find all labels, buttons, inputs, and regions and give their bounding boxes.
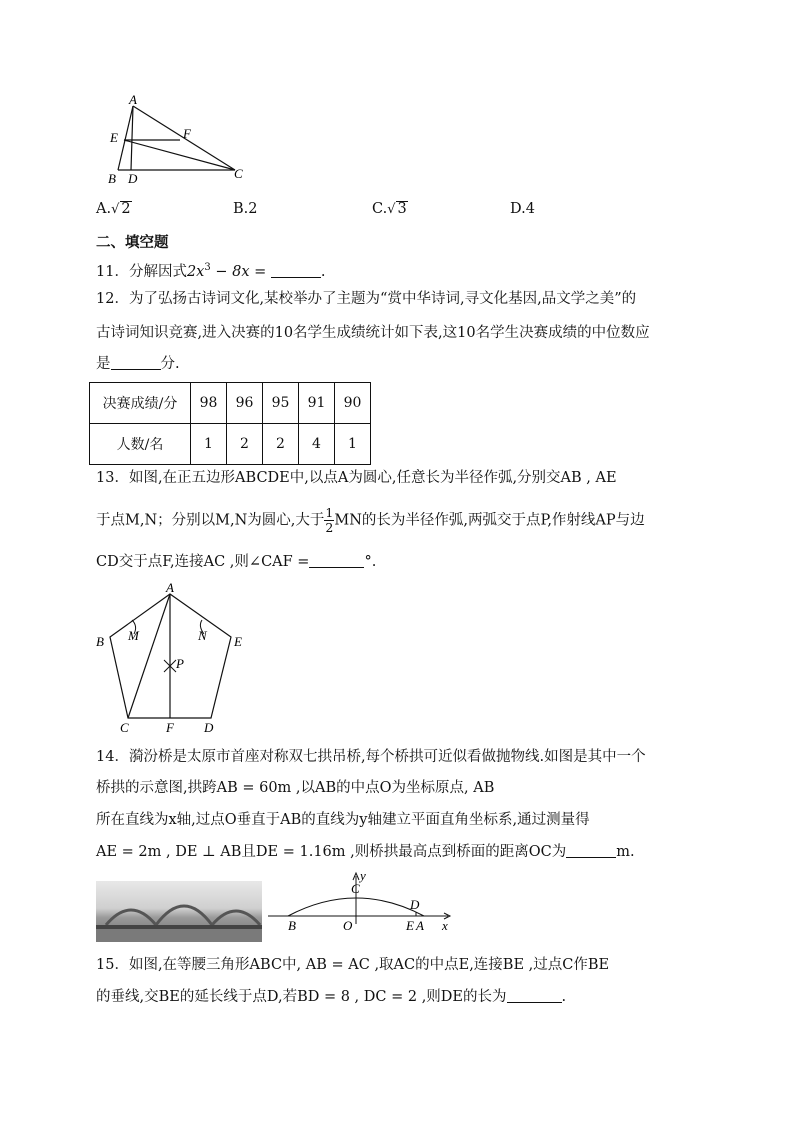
q11-expr-a: 2x xyxy=(186,263,205,280)
q13-line1 xyxy=(96,468,617,488)
q14-number: 14． xyxy=(96,749,129,765)
q13-line3-a: CD交于点F,连接AC ,则∠CAF = xyxy=(96,554,310,570)
q12-line3 xyxy=(96,354,180,374)
q13-label-a: A xyxy=(166,582,174,595)
table-cell: 91 xyxy=(299,383,335,424)
q13-line1-text: 如图,在正五边形ABCDE中,以点A为圆心,任意长为半径作弧,分别交AB , AE xyxy=(128,470,617,486)
q13-line2 xyxy=(96,506,645,535)
q12-number: 12． xyxy=(96,291,129,307)
q11-number: 11． xyxy=(96,263,129,280)
q10-option-a: A.√ 2 xyxy=(96,201,131,217)
q14-line3: 所在直线为x轴,过点O垂直于AB的直线为y轴建立平面直角坐标系,通过测量得 xyxy=(96,812,590,828)
q14-label-x: x xyxy=(442,918,448,933)
q13-label-f: F xyxy=(166,720,174,734)
q14-label-a: A xyxy=(416,918,424,933)
q15-line1 xyxy=(96,955,609,975)
q12-line1 xyxy=(96,289,636,309)
q15-line2-a: 的垂线,交BE的延长线于点D,若BD = 8 , DC = 2 ,则DE的长为 xyxy=(96,989,507,1005)
q10-label-e: E xyxy=(110,130,118,145)
table-cell: 95 xyxy=(263,383,299,424)
q14-label-o: O xyxy=(343,918,353,933)
table-cell: 4 xyxy=(299,424,335,465)
q15-line2 xyxy=(96,987,566,1007)
q14-line2: 桥拱的示意图,拱跨AB = 60m ,以AB的中点O为坐标原点, AB xyxy=(96,780,495,796)
table-cell: 2 xyxy=(263,424,299,465)
bridge-photo xyxy=(96,881,262,942)
q14-label-b: B xyxy=(288,918,296,933)
q10-label-b: B xyxy=(108,171,116,186)
q12-line1-text: 为了弘扬古诗词文化,某校举办了主题为“赏中华诗词,寻文化基因,品文学之美”的 xyxy=(128,291,637,307)
q10-label-a: A xyxy=(129,92,137,107)
table-row xyxy=(90,424,371,465)
option-value: 4 xyxy=(525,201,535,217)
q11-expr-b: − 8x = xyxy=(210,263,271,280)
option-letter: A. xyxy=(96,201,112,217)
q14-label-c: C xyxy=(351,881,360,896)
q14-line4-a: AE = 2m , DE ⊥ AB且DE = 1.16m ,则桥拱最高点到桥面的距离OC为 xyxy=(96,844,567,860)
q10-option-b xyxy=(233,199,258,219)
q14-label-y: y xyxy=(360,868,366,883)
q14-label-e: E xyxy=(406,918,414,933)
q13-label-n: N xyxy=(198,628,207,643)
q14-line4 xyxy=(96,842,635,862)
q12-score-table xyxy=(89,382,371,465)
q12-line3-a: 是 xyxy=(96,356,111,372)
q12-answer-blank[interactable] xyxy=(111,355,161,370)
q13-label-c: C xyxy=(120,720,129,734)
q13-number: 13． xyxy=(96,470,129,486)
table-cell: 96 xyxy=(227,383,263,424)
table-header-cell: 人数/名 xyxy=(90,424,191,465)
q13-label-m: M xyxy=(128,628,139,643)
section-title: 二、填空题 xyxy=(96,234,169,251)
table-cell: 1 xyxy=(335,424,371,465)
table-cell: 90 xyxy=(335,383,371,424)
q15-line2-b: . xyxy=(561,989,567,1005)
q10-triangle-figure xyxy=(100,92,260,187)
q13-line3 xyxy=(96,552,376,572)
q13-label-e: E xyxy=(234,634,242,649)
option-letter: D. xyxy=(510,201,526,217)
option-value: 3 xyxy=(397,201,407,217)
option-value: 2 xyxy=(121,201,131,217)
q11-answer-blank[interactable] xyxy=(271,263,321,278)
q10-label-c: C xyxy=(234,166,243,181)
q11-exponent: 3 xyxy=(204,262,211,273)
q15-number: 15． xyxy=(96,957,129,973)
table-cell: 1 xyxy=(191,424,227,465)
q14-line1 xyxy=(96,747,646,767)
option-letter: B. xyxy=(233,201,249,217)
q14-arch-diagram xyxy=(266,868,456,938)
q11-text: 分解因式 xyxy=(128,263,187,280)
q13-line2-a: 于点M,N；分别以M,N为圆心,大于 xyxy=(96,512,325,529)
q10-label-f: F xyxy=(183,126,191,141)
fraction-numerator: 1 xyxy=(325,505,334,520)
q15-answer-blank[interactable] xyxy=(507,988,562,1003)
q13-line2-b: MN的长为半径作弧,两弧交于点P,作射线AP与边 xyxy=(334,512,645,529)
option-letter: C. xyxy=(372,201,388,217)
q13-answer-blank[interactable] xyxy=(309,553,364,568)
table-cell: 98 xyxy=(191,383,227,424)
q12-line3-b: 分. xyxy=(160,356,180,372)
q13-label-d: D xyxy=(204,720,214,734)
fraction-denominator: 2 xyxy=(325,520,334,535)
q14-answer-blank[interactable] xyxy=(566,843,616,858)
q12-line2: 古诗词知识竞赛,进入决赛的10名学生成绩统计如下表,这10名学生决赛成绩的中位数应 xyxy=(96,325,650,341)
q13-label-p: P xyxy=(176,656,184,671)
q14-line4-b: m. xyxy=(616,844,635,860)
table-cell: 2 xyxy=(227,424,263,465)
table-row xyxy=(90,383,371,424)
q13-label-b: B xyxy=(96,634,104,649)
q13-fraction xyxy=(324,506,334,535)
bridge-arches-image xyxy=(96,881,262,942)
q11-end: . xyxy=(320,263,326,280)
q11 xyxy=(96,258,325,282)
q13-line3-b: °. xyxy=(364,554,377,570)
q14-label-d: D xyxy=(410,897,420,912)
q10-label-d: D xyxy=(128,171,138,186)
table-header-cell: 决赛成绩/分 xyxy=(90,383,191,424)
q14-line1-text: 漪汾桥是太原市首座对称双七拱吊桥,每个桥拱可近似看做抛物线.如图是其中一个 xyxy=(128,749,646,765)
q15-line1-text: 如图,在等腰三角形ABC中, AB = AC ,取AC的中点E,连接BE ,过点C作BE xyxy=(128,957,610,973)
q13-pentagon-figure xyxy=(90,582,260,734)
q10-option-d xyxy=(510,199,535,219)
option-value: 2 xyxy=(248,201,258,217)
q10-option-c: C.√ 3 xyxy=(372,201,407,217)
